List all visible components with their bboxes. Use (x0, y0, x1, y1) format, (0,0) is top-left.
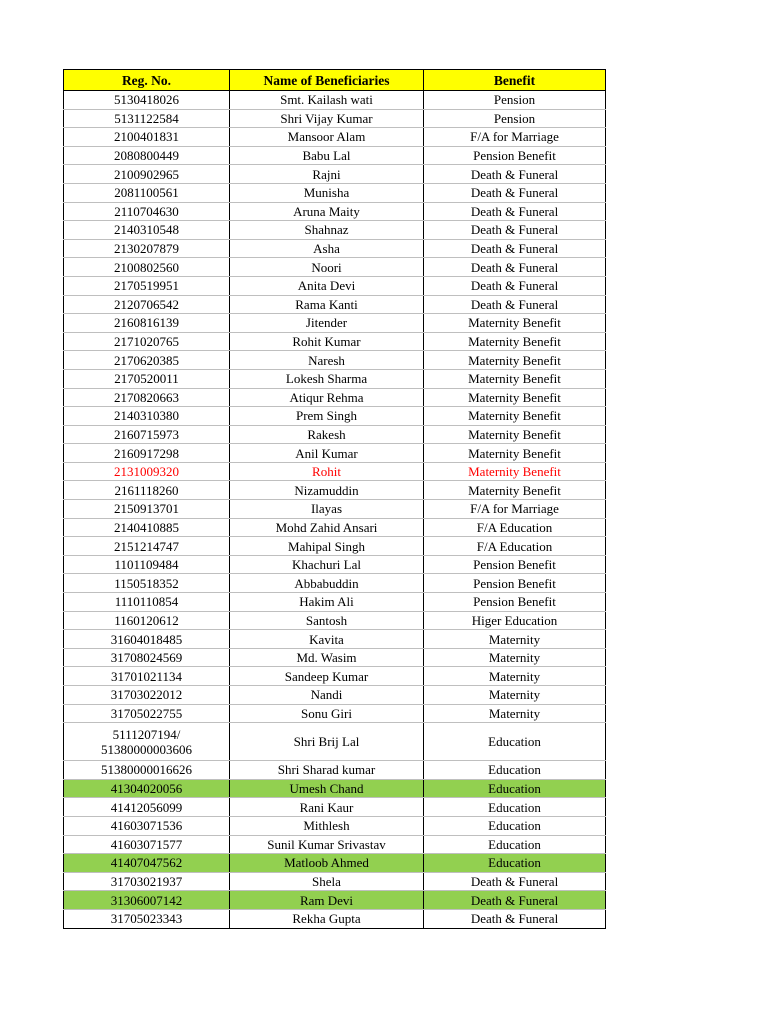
table-row (64, 351, 606, 370)
cell-benefit: Death & Funeral (424, 165, 606, 184)
cell-reg-no: 5131122584 (64, 109, 230, 128)
table-row (64, 239, 606, 258)
cell-beneficiary-name: Matloob Ahmed (230, 854, 424, 873)
cell-benefit: Death & Funeral (424, 221, 606, 240)
cell-benefit: Education (424, 761, 606, 780)
cell-reg-no: 31705023343 (64, 909, 230, 928)
table-row (64, 295, 606, 314)
cell-beneficiary-name: Ram Devi (230, 891, 424, 910)
table-row (64, 667, 606, 686)
table-row (64, 872, 606, 891)
cell-benefit: Maternity Benefit (424, 425, 606, 444)
cell-benefit: Death & Funeral (424, 295, 606, 314)
cell-beneficiary-name: Mohd Zahid Ansari (230, 518, 424, 537)
cell-beneficiary-name: Shri Brij Lal (230, 723, 424, 761)
cell-reg-no: 2171020765 (64, 332, 230, 351)
cell-reg-no: 31705022755 (64, 704, 230, 723)
cell-reg-no: 2131009320 (64, 462, 230, 481)
cell-reg-no: 31708024569 (64, 648, 230, 667)
table-row (64, 723, 606, 761)
table-row (64, 854, 606, 873)
cell-reg-no: 1101109484 (64, 555, 230, 574)
cell-beneficiary-name: Abbabuddin (230, 574, 424, 593)
cell-benefit: Death & Funeral (424, 183, 606, 202)
cell-beneficiary-name: Asha (230, 239, 424, 258)
table-row (64, 165, 606, 184)
table-row (64, 109, 606, 128)
cell-benefit: Maternity Benefit (424, 351, 606, 370)
cell-reg-no: 31306007142 (64, 891, 230, 910)
table-row (64, 258, 606, 277)
table-row (64, 761, 606, 780)
cell-reg-no: 2081100561 (64, 183, 230, 202)
table-row (64, 537, 606, 556)
cell-benefit: Maternity (424, 704, 606, 723)
cell-reg-no: 41407047562 (64, 854, 230, 873)
cell-benefit: Death & Funeral (424, 909, 606, 928)
cell-beneficiary-name: Naresh (230, 351, 424, 370)
table-row (64, 648, 606, 667)
table-row (64, 909, 606, 928)
cell-reg-no: 1150518352 (64, 574, 230, 593)
cell-reg-no: 31701021134 (64, 667, 230, 686)
cell-beneficiary-name: Rakesh (230, 425, 424, 444)
cell-benefit: Maternity (424, 648, 606, 667)
cell-beneficiary-name: Noori (230, 258, 424, 277)
cell-beneficiary-name: Mithlesh (230, 816, 424, 835)
cell-reg-no: 2170519951 (64, 276, 230, 295)
cell-beneficiary-name: Anil Kumar (230, 444, 424, 463)
cell-benefit: Education (424, 798, 606, 817)
cell-reg-no: 2160715973 (64, 425, 230, 444)
cell-reg-no: 41412056099 (64, 798, 230, 817)
table-row (64, 555, 606, 574)
cell-benefit: F/A Education (424, 537, 606, 556)
cell-beneficiary-name: Ilayas (230, 500, 424, 519)
cell-beneficiary-name: Shri Vijay Kumar (230, 109, 424, 128)
cell-benefit: Pension Benefit (424, 574, 606, 593)
cell-benefit: Maternity Benefit (424, 444, 606, 463)
header-benefit: Benefit (424, 70, 606, 91)
cell-reg-no: 2170820663 (64, 388, 230, 407)
cell-reg-no: 2170620385 (64, 351, 230, 370)
cell-benefit: Death & Funeral (424, 239, 606, 258)
table-row (64, 128, 606, 147)
cell-benefit: F/A for Marriage (424, 500, 606, 519)
table-row (64, 481, 606, 500)
cell-benefit: F/A for Marriage (424, 128, 606, 147)
cell-beneficiary-name: Babu Lal (230, 146, 424, 165)
table-row (64, 500, 606, 519)
cell-benefit: Education (424, 854, 606, 873)
cell-benefit: Education (424, 816, 606, 835)
cell-reg-no: 1110110854 (64, 593, 230, 612)
cell-beneficiary-name: Mansoor Alam (230, 128, 424, 147)
cell-reg-no: 2160816139 (64, 314, 230, 333)
cell-beneficiary-name: Rani Kaur (230, 798, 424, 817)
cell-beneficiary-name: Santosh (230, 611, 424, 630)
cell-benefit: Death & Funeral (424, 276, 606, 295)
cell-benefit: Education (424, 723, 606, 761)
cell-benefit: Maternity Benefit (424, 462, 606, 481)
cell-beneficiary-name: Anita Devi (230, 276, 424, 295)
cell-benefit: Maternity Benefit (424, 314, 606, 333)
cell-benefit: Death & Funeral (424, 258, 606, 277)
cell-reg-no: 2080800449 (64, 146, 230, 165)
cell-beneficiary-name: Sonu Giri (230, 704, 424, 723)
cell-benefit: Pension Benefit (424, 593, 606, 612)
cell-beneficiary-name: Shri Sharad kumar (230, 761, 424, 780)
table-row (64, 425, 606, 444)
cell-reg-no: 5130418026 (64, 91, 230, 110)
cell-beneficiary-name: Nizamuddin (230, 481, 424, 500)
cell-beneficiary-name: Hakim Ali (230, 593, 424, 612)
table-body (64, 91, 606, 929)
cell-beneficiary-name: Jitender (230, 314, 424, 333)
cell-beneficiary-name: Aruna Maity (230, 202, 424, 221)
table-row (64, 574, 606, 593)
table-row (64, 593, 606, 612)
cell-beneficiary-name: Shahnaz (230, 221, 424, 240)
table-row (64, 779, 606, 798)
cell-beneficiary-name: Md. Wasim (230, 648, 424, 667)
cell-reg-no (64, 723, 230, 761)
table-row (64, 816, 606, 835)
cell-beneficiary-name: Umesh Chand (230, 779, 424, 798)
cell-reg-no: 2150913701 (64, 500, 230, 519)
table-row (64, 798, 606, 817)
cell-reg-no: 41603071536 (64, 816, 230, 835)
cell-benefit: Maternity (424, 686, 606, 705)
cell-beneficiary-name: Shela (230, 872, 424, 891)
cell-beneficiary-name: Lokesh Sharma (230, 369, 424, 388)
table-row (64, 518, 606, 537)
table-row (64, 462, 606, 481)
cell-benefit: Pension (424, 91, 606, 110)
table-row (64, 388, 606, 407)
cell-reg-no: 2100902965 (64, 165, 230, 184)
cell-reg-no: 2130207879 (64, 239, 230, 258)
cell-beneficiary-name: Sandeep Kumar (230, 667, 424, 686)
table-row (64, 146, 606, 165)
table-row (64, 276, 606, 295)
table-row (64, 630, 606, 649)
cell-beneficiary-name: Atiqur Rehma (230, 388, 424, 407)
cell-beneficiary-name: Nandi (230, 686, 424, 705)
cell-reg-no: 31703022012 (64, 686, 230, 705)
cell-beneficiary-name: Prem Singh (230, 407, 424, 426)
cell-reg-no: 2160917298 (64, 444, 230, 463)
cell-benefit: Maternity Benefit (424, 332, 606, 351)
cell-benefit: F/A Education (424, 518, 606, 537)
cell-beneficiary-name: Rohit Kumar (230, 332, 424, 351)
header-name-of-beneficiaries: Name of Beneficiaries (230, 70, 424, 91)
cell-reg-no: 2110704630 (64, 202, 230, 221)
table-row (64, 221, 606, 240)
cell-reg-no: 31604018485 (64, 630, 230, 649)
cell-beneficiary-name: Rohit (230, 462, 424, 481)
cell-reg-no: 2170520011 (64, 369, 230, 388)
cell-beneficiary-name: Rama Kanti (230, 295, 424, 314)
table-row (64, 444, 606, 463)
cell-reg-no: 2100802560 (64, 258, 230, 277)
cell-benefit: Pension Benefit (424, 146, 606, 165)
cell-benefit: Death & Funeral (424, 891, 606, 910)
table-row (64, 332, 606, 351)
cell-reg-no: 2161118260 (64, 481, 230, 500)
table-row (64, 611, 606, 630)
cell-reg-no: 41603071577 (64, 835, 230, 854)
cell-reg-no-line1: 5111207194/ (112, 726, 181, 742)
cell-reg-no: 51380000016626 (64, 761, 230, 780)
table-row (64, 314, 606, 333)
cell-beneficiary-name: Kavita (230, 630, 424, 649)
cell-reg-no: 31703021937 (64, 872, 230, 891)
cell-benefit: Education (424, 779, 606, 798)
cell-benefit: Education (424, 835, 606, 854)
cell-beneficiary-name: Rekha Gupta (230, 909, 424, 928)
header-reg-no: Reg. No. (64, 70, 230, 91)
cell-benefit: Maternity (424, 630, 606, 649)
table-row (64, 407, 606, 426)
cell-beneficiary-name: Khachuri Lal (230, 555, 424, 574)
cell-reg-no: 2100401831 (64, 128, 230, 147)
cell-benefit: Higer Education (424, 611, 606, 630)
beneficiaries-table (63, 69, 606, 929)
cell-reg-no-line2: 51380000003606 (101, 741, 192, 757)
table-row (64, 704, 606, 723)
cell-reg-no: 41304020056 (64, 779, 230, 798)
cell-benefit: Maternity (424, 667, 606, 686)
cell-benefit: Maternity Benefit (424, 369, 606, 388)
cell-beneficiary-name: Rajni (230, 165, 424, 184)
cell-benefit: Pension Benefit (424, 555, 606, 574)
cell-beneficiary-name: Smt. Kailash wati (230, 91, 424, 110)
table-row (64, 202, 606, 221)
cell-benefit: Maternity Benefit (424, 407, 606, 426)
cell-reg-no: 2120706542 (64, 295, 230, 314)
cell-benefit: Pension (424, 109, 606, 128)
table-row (64, 91, 606, 110)
cell-benefit: Maternity Benefit (424, 481, 606, 500)
cell-beneficiary-name: Sunil Kumar Srivastav (230, 835, 424, 854)
table-row (64, 835, 606, 854)
cell-reg-no: 1160120612 (64, 611, 230, 630)
cell-beneficiary-name: Munisha (230, 183, 424, 202)
cell-reg-no: 2151214747 (64, 537, 230, 556)
cell-benefit: Death & Funeral (424, 202, 606, 221)
table-row (64, 686, 606, 705)
cell-beneficiary-name: Mahipal Singh (230, 537, 424, 556)
cell-reg-no: 2140310548 (64, 221, 230, 240)
table-header-row (64, 70, 606, 91)
cell-reg-no: 2140310380 (64, 407, 230, 426)
table-row (64, 183, 606, 202)
cell-benefit: Maternity Benefit (424, 388, 606, 407)
cell-benefit: Death & Funeral (424, 872, 606, 891)
cell-reg-no: 2140410885 (64, 518, 230, 537)
table-row (64, 369, 606, 388)
table-row (64, 891, 606, 910)
